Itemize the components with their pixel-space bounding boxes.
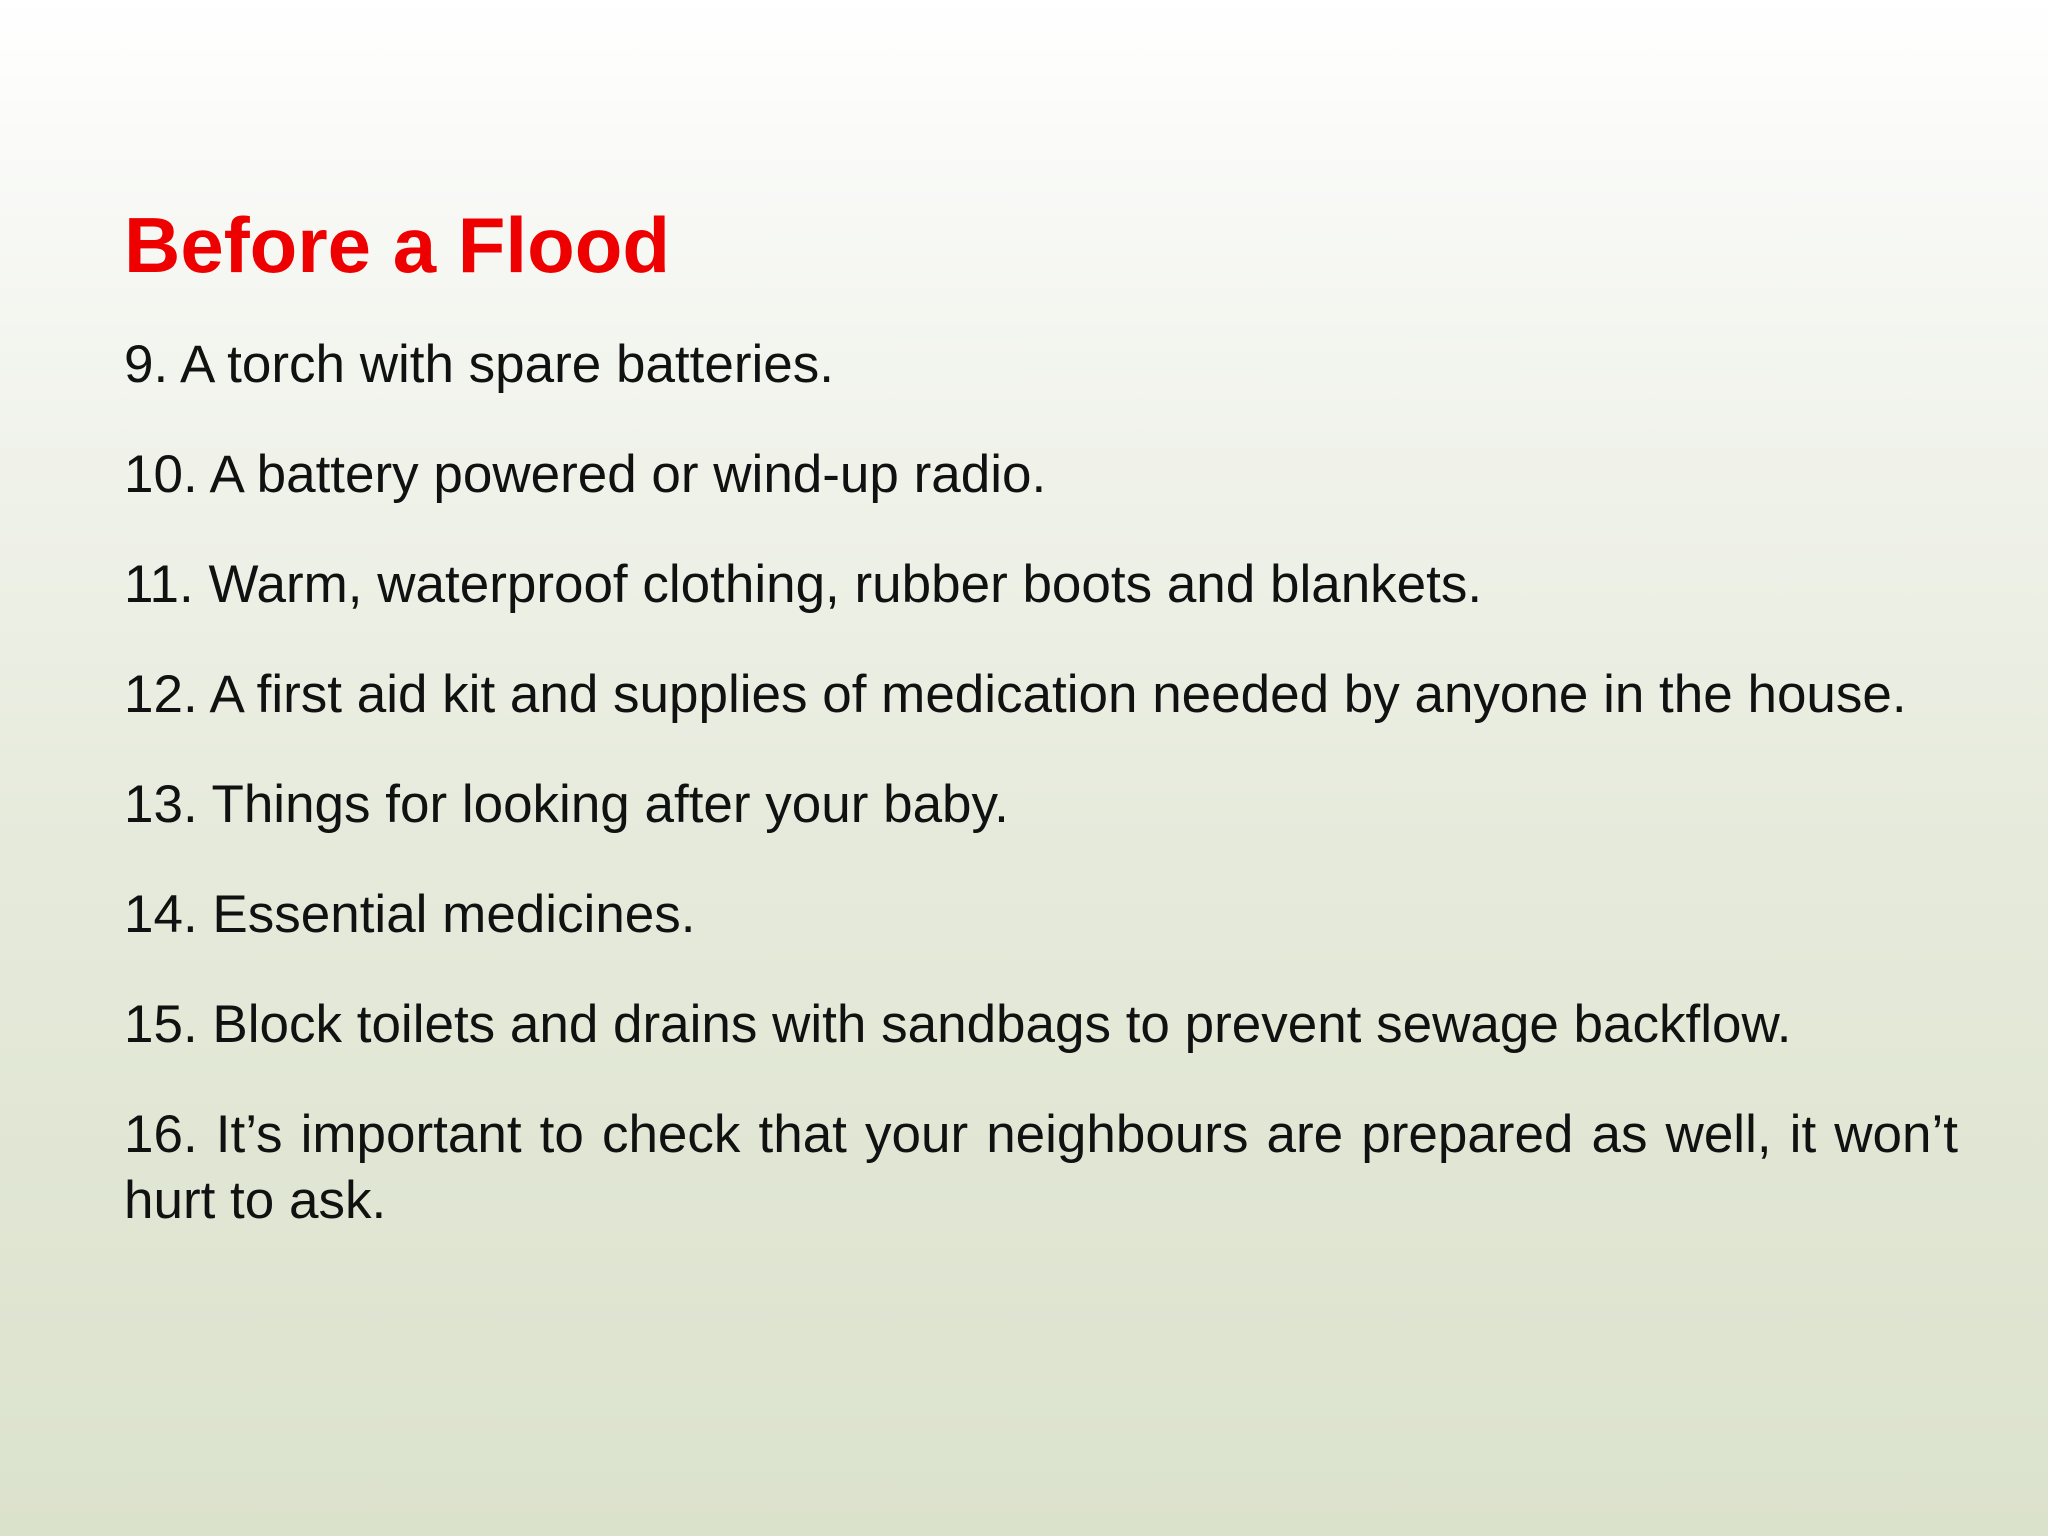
list-item: 15. Block toilets and drains with sandbags to prevent sewage backflow. xyxy=(124,995,1792,1054)
list-item: 12. A first aid kit and supplies of medication needed by anyone in the house. xyxy=(124,665,1907,724)
list-item: 10. A battery powered or wind-up radio. xyxy=(124,445,1047,504)
slide-title: Before a Flood xyxy=(124,201,671,289)
list-item: 9. A torch with spare batteries. xyxy=(124,335,834,394)
list-item: 16. It’s important to check that your neighbours are prepared as well, it won’t hurt to ask. xyxy=(124,1105,1958,1230)
checklist xyxy=(124,332,1958,1278)
list-item: 13. Things for looking after your baby. xyxy=(124,775,1009,834)
list-item: 14. Essential medicines. xyxy=(124,885,696,944)
list-item: 11. Warm, waterproof clothing, rubber boots and blankets. xyxy=(124,555,1483,614)
